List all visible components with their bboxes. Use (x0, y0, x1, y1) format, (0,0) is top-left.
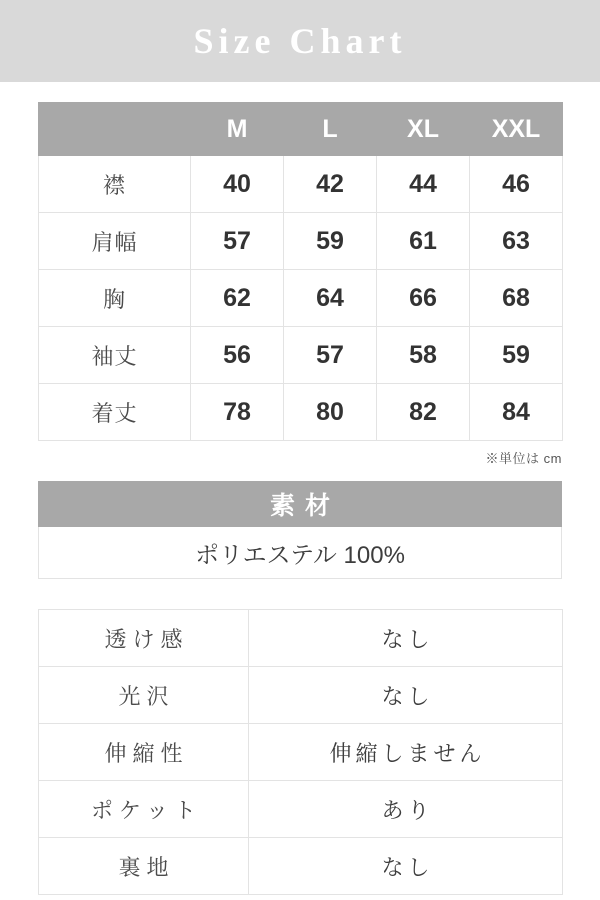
row-label-shoulder: 肩幅 (39, 213, 191, 270)
table-row (39, 384, 563, 441)
material-value: ポリエステル 100% (38, 527, 562, 579)
cell-chest-m: 62 (191, 270, 284, 327)
table-row (39, 667, 563, 724)
size-chart-section (0, 102, 600, 467)
spec-value-stretch: 伸縮しません (249, 724, 563, 781)
row-label-sleeve: 袖丈 (39, 327, 191, 384)
cell-sleeve-l: 57 (284, 327, 377, 384)
spec-table (38, 609, 563, 895)
cell-neck-xxl: 46 (470, 156, 563, 213)
cell-sleeve-xl: 58 (377, 327, 470, 384)
table-row (39, 610, 563, 667)
spec-table-body (39, 610, 563, 895)
size-table-body (39, 156, 563, 441)
size-table-corner (39, 103, 191, 156)
cell-chest-xxl: 68 (470, 270, 563, 327)
spec-value-sheerness: なし (249, 610, 563, 667)
size-table-header (39, 103, 563, 156)
column-header-xl: XL (377, 103, 470, 156)
spacer (0, 82, 600, 102)
cell-chest-l: 64 (284, 270, 377, 327)
page-title: Size Chart (193, 21, 407, 61)
table-row (39, 327, 563, 384)
spec-label-sheerness: 透け感 (39, 610, 249, 667)
spec-section (0, 609, 600, 895)
unit-note: ※単位は cm (485, 451, 562, 466)
row-label-neck: 襟 (39, 156, 191, 213)
cell-neck-l: 42 (284, 156, 377, 213)
table-row (39, 838, 563, 895)
cell-chest-xl: 66 (377, 270, 470, 327)
column-header-l: L (284, 103, 377, 156)
column-header-xxl: XXL (470, 103, 563, 156)
row-label-length: 着丈 (39, 384, 191, 441)
table-row (39, 270, 563, 327)
cell-length-xxl: 84 (470, 384, 563, 441)
row-label-chest: 胸 (39, 270, 191, 327)
cell-shoulder-l: 59 (284, 213, 377, 270)
table-row (39, 724, 563, 781)
spec-label-stretch: 伸縮性 (39, 724, 249, 781)
spec-value-gloss: なし (249, 667, 563, 724)
table-row (39, 213, 563, 270)
material-section (0, 481, 600, 579)
cell-shoulder-xxl: 63 (470, 213, 563, 270)
cell-sleeve-xxl: 59 (470, 327, 563, 384)
spec-label-pocket: ポケット (39, 781, 249, 838)
cell-neck-xl: 44 (377, 156, 470, 213)
table-row (39, 156, 563, 213)
spec-value-lining: なし (249, 838, 563, 895)
table-header-row (39, 103, 563, 156)
spacer (0, 467, 600, 481)
column-header-m: M (191, 103, 284, 156)
title-banner (0, 0, 600, 82)
cell-neck-m: 40 (191, 156, 284, 213)
cell-length-m: 78 (191, 384, 284, 441)
material-heading: 素材 (38, 481, 562, 527)
size-measurement-table (38, 102, 563, 441)
spec-label-gloss: 光沢 (39, 667, 249, 724)
spec-label-lining: 裏地 (39, 838, 249, 895)
cell-length-l: 80 (284, 384, 377, 441)
cell-sleeve-m: 56 (191, 327, 284, 384)
cell-length-xl: 82 (377, 384, 470, 441)
spacer (0, 579, 600, 609)
table-row (39, 781, 563, 838)
spec-value-pocket: あり (249, 781, 563, 838)
cell-shoulder-m: 57 (191, 213, 284, 270)
cell-shoulder-xl: 61 (377, 213, 470, 270)
